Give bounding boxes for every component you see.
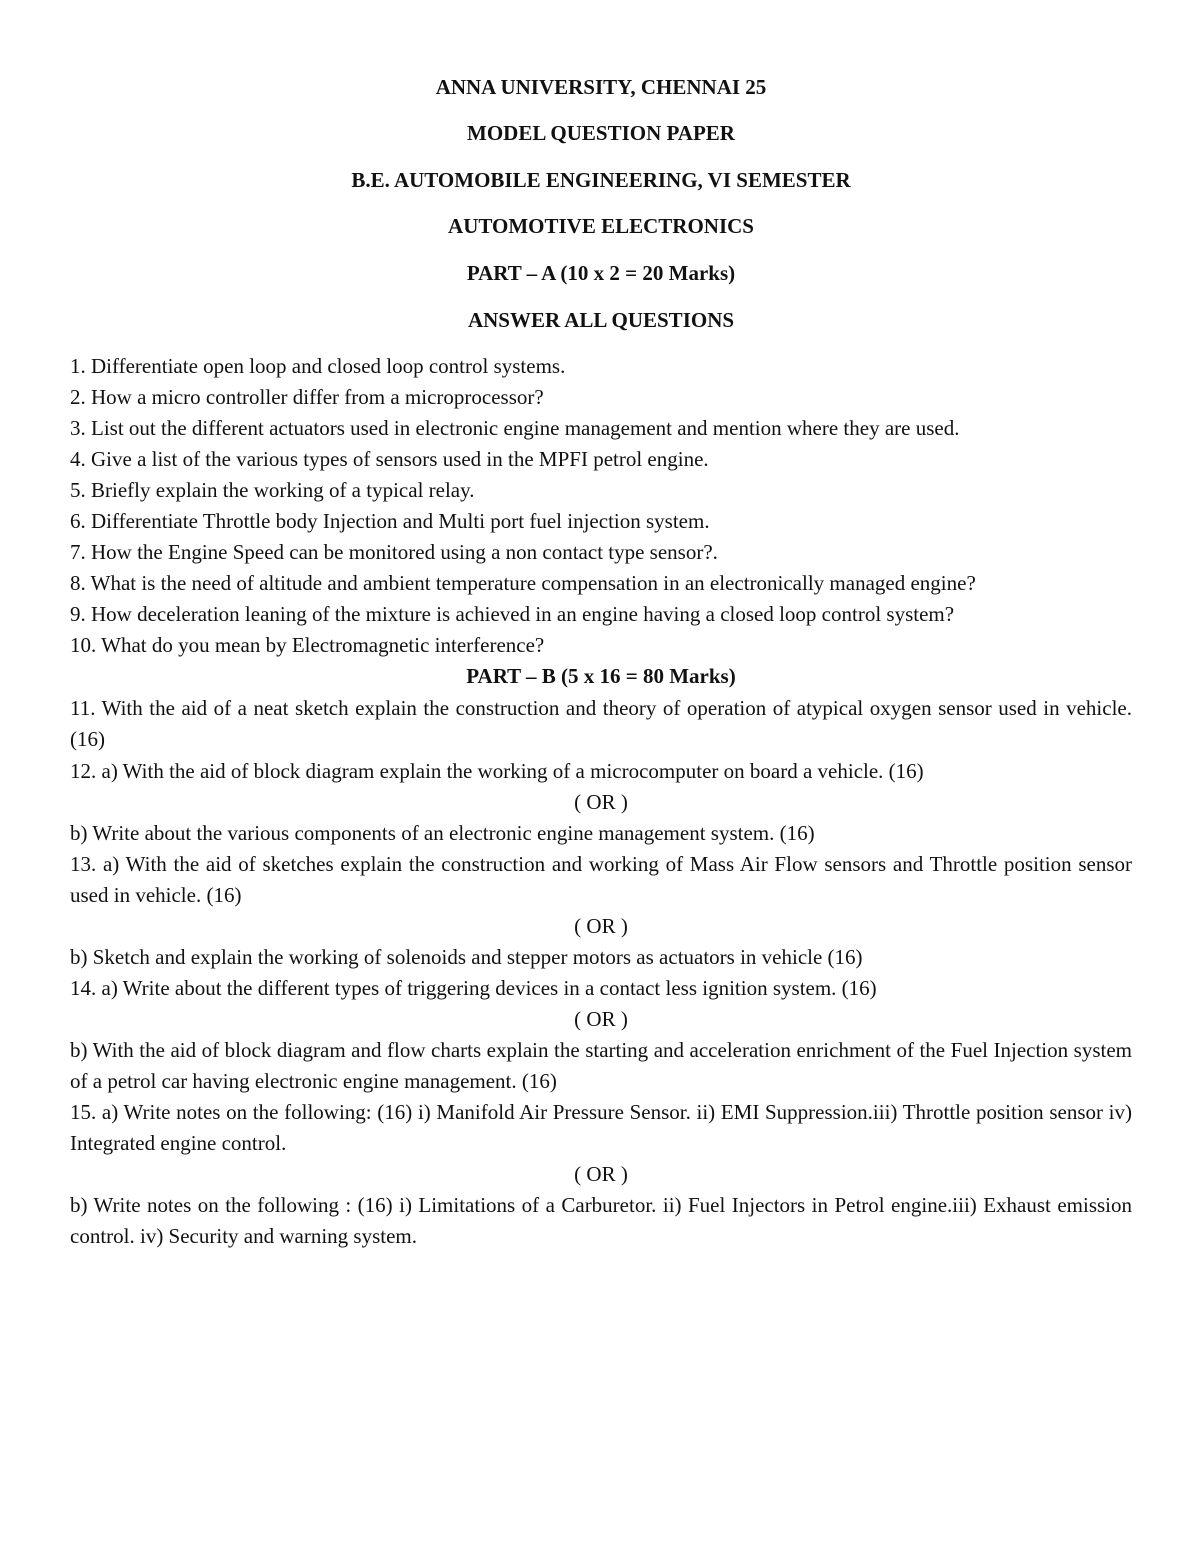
- question-15b: b) Write notes on the following : (16) i) Limitations of a Carburetor. ii) Fuel Injectors in Petrol engine.iii) Exhaust emission control. iv) Security and warning system.: [70, 1193, 1132, 1248]
- question-12a: 12. a) With the aid of block diagram explain the working of a microcomputer on board a vehicle. (16): [70, 759, 924, 783]
- question-item: 10. What do you mean by Electromagnetic interference?: [70, 633, 545, 657]
- question-item: 6. Differentiate Throttle body Injection and Multi port fuel injection system.: [70, 509, 710, 533]
- question-item: 5. Briefly explain the working of a typical relay.: [70, 478, 475, 502]
- part-a-heading: PART – A (10 x 2 = 20 Marks): [466, 261, 736, 285]
- question-item: 9. How deceleration leaning of the mixture is achieved in an engine having a closed loop control system?: [70, 602, 955, 626]
- university-title: ANNA UNIVERSITY, CHENNAI 25: [435, 75, 767, 99]
- or-separator: ( OR ): [574, 1162, 628, 1186]
- question-14a: 14. a) Write about the different types of triggering devices in a contact less ignition system. (16): [70, 976, 877, 1000]
- question-item: 4. Give a list of the various types of sensors used in the MPFI petrol engine.: [70, 447, 709, 471]
- or-separator: ( OR ): [574, 914, 628, 938]
- question-15a: 15. a) Write notes on the following: (16) i) Manifold Air Pressure Sensor. ii) EMI Suppression.iii) Throttle position sensor iv) Integrated engine control.: [70, 1100, 1132, 1155]
- question-13b: b) Sketch and explain the working of solenoids and stepper motors as actuators in vehicle (16): [70, 945, 863, 969]
- subject-title: AUTOMOTIVE ELECTRONICS: [448, 214, 754, 238]
- question-item: 2. How a micro controller differ from a microprocessor?: [70, 385, 544, 409]
- question-14b: b) With the aid of block diagram and flow charts explain the starting and acceleration enrichment of the Fuel Injection system of a petrol car having electronic engine management. (16): [70, 1038, 1132, 1093]
- question-item: 7. How the Engine Speed can be monitored using a non contact type sensor?.: [70, 540, 718, 564]
- question-item: 8. What is the need of altitude and ambient temperature compensation in an electronically managed engine?: [70, 571, 976, 595]
- question-13a: 13. a) With the aid of sketches explain the construction and working of Mass Air Flow sensors and Throttle position sensor used in vehicle. (16): [70, 852, 1132, 907]
- or-separator: ( OR ): [574, 1007, 628, 1031]
- part-b-heading: PART – B (5 x 16 = 80 Marks): [466, 664, 736, 688]
- question-item: 3. List out the different actuators used in electronic engine management and mention where they are used.: [70, 416, 960, 440]
- question-11: 11. With the aid of a neat sketch explain the construction and theory of operation of atypical oxygen sensor used in vehicle. (16): [70, 696, 1132, 751]
- or-separator: ( OR ): [574, 790, 628, 814]
- question-12b: b) Write about the various components of an electronic engine management system. (16): [70, 821, 815, 845]
- course-title: B.E. AUTOMOBILE ENGINEERING, VI SEMESTER: [351, 168, 851, 192]
- part-a-instruction: ANSWER ALL QUESTIONS: [467, 308, 735, 332]
- question-item: 1. Differentiate open loop and closed loop control systems.: [70, 354, 566, 378]
- paper-type-title: MODEL QUESTION PAPER: [467, 121, 735, 145]
